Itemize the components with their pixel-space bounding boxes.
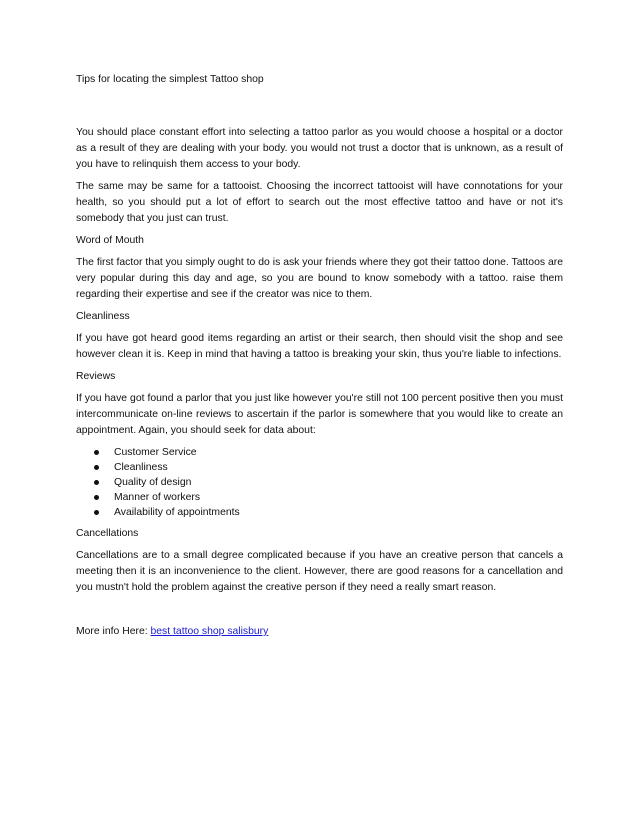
spacer	[76, 602, 563, 624]
list-item	[94, 445, 563, 460]
list-item	[94, 475, 563, 490]
more-info-line	[76, 624, 563, 640]
heading-cancellations: Cancellations	[76, 528, 139, 539]
document-title: Tips for locating the simplest Tattoo shop	[76, 74, 264, 85]
list-item-label: Customer Service	[114, 447, 197, 458]
list-item-label: Quality of design	[114, 477, 192, 488]
bullet-icon	[94, 510, 99, 515]
paragraph-cleanliness: If you have got heard good items regarding an artist or their search, then should visit the shop and see however clean it is. Keep in mind that having a tattoo is breaking your skin, thus you're liable to infections.	[76, 333, 563, 360]
more-info-link[interactable]: best tattoo shop salisbury	[150, 626, 269, 637]
bullet-icon	[94, 480, 99, 485]
bullet-icon	[94, 495, 99, 500]
list-item	[94, 505, 563, 520]
list-item	[94, 490, 563, 505]
bullet-icon	[94, 465, 99, 470]
heading-reviews: Reviews	[76, 371, 116, 382]
paragraph-tattooist: The same may be same for a tattooist. Choosing the incorrect tattooist will have connotations for your health, so you should put a lot of effort to search out the most effective tattoo and have or not it's somebody that you just can trust.	[76, 181, 563, 224]
document-page	[76, 72, 563, 640]
paragraph-cancellations: Cancellations are to a small degree complicated because if you have an creative person that cancels a meeting then it is an inconvenience to the client. However, there are good reasons for a cancellation and you mustn't hold the problem against the creative person if they need a really smart reason.	[76, 550, 563, 593]
more-info-label: More info Here:	[76, 626, 151, 637]
list-item-label: Availability of appointments	[114, 507, 240, 518]
bullet-icon	[94, 450, 99, 455]
list-item-label: Manner of workers	[114, 492, 201, 503]
list-item	[94, 460, 563, 475]
paragraph-word-of-mouth: The first factor that you simply ought to do is ask your friends where they got their tattoo done. Tattoos are very popular during this day and age, so you are bound to know somebody with a tattoo. raise them regarding their expertise and see if the creator was nice to them.	[76, 257, 563, 300]
heading-word-of-mouth: Word of Mouth	[76, 235, 144, 246]
paragraph-reviews: If you have got found a parlor that you just like however you're still not 100 percent positive then you must intercommunicate on-line reviews to ascertain if the parlor is somewhere that you would like to create an appointment. Again, you should seek for data about:	[76, 393, 563, 436]
bullet-list	[76, 445, 563, 520]
paragraph-intro: You should place constant effort into selecting a tattoo parlor as you would choose a hospital or a doctor as a result of they are dealing with your body. you would not trust a doctor that is unknown, as a result of you have to relinquish them access to your body.	[76, 127, 563, 170]
list-item-label: Cleanliness	[114, 462, 168, 473]
heading-cleanliness: Cleanliness	[76, 311, 130, 322]
